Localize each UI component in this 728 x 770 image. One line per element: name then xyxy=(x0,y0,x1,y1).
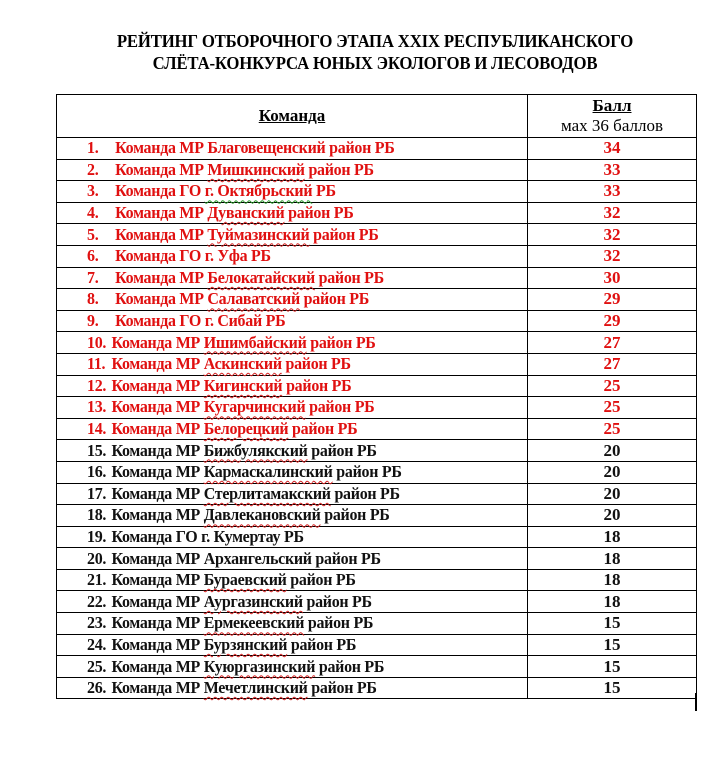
district-name: Бижбулякский xyxy=(203,440,308,460)
table-row xyxy=(57,591,697,613)
team-text xyxy=(87,635,356,655)
district-name: Мишкинский xyxy=(207,159,305,179)
table-row xyxy=(57,548,697,570)
team-prefix: Команда МР xyxy=(111,332,200,352)
team-prefix: Команда МР xyxy=(115,159,204,179)
table-row xyxy=(57,289,697,311)
team-text xyxy=(87,419,357,439)
team-cell xyxy=(57,397,528,419)
district-name: Давлекановский xyxy=(203,505,321,525)
team-text xyxy=(87,311,285,331)
score-cell: 15 xyxy=(528,613,697,635)
rank-number: 23. xyxy=(87,613,107,633)
district-name: Стерлитамакский xyxy=(203,483,331,503)
team-text xyxy=(87,505,390,525)
team-prefix: Команда МР xyxy=(111,354,200,374)
team-prefix: Команда МР xyxy=(115,224,204,244)
district-name: Кармаскалинский xyxy=(203,462,333,482)
district-name: Ермекеевский xyxy=(203,613,305,633)
rank-number: 26. xyxy=(87,678,107,698)
team-cell xyxy=(57,310,528,332)
team-prefix: Команда ГО xyxy=(115,181,202,201)
rank-number: 20. xyxy=(87,548,107,568)
district-name: Архангельский xyxy=(203,548,312,568)
table-row xyxy=(57,505,697,527)
table-row xyxy=(57,613,697,635)
team-prefix: Команда ГО xyxy=(111,526,198,546)
district-name: Мечетлинский xyxy=(203,678,308,698)
team-text xyxy=(87,570,356,590)
team-text xyxy=(87,268,384,288)
district-name: Бураевский xyxy=(203,570,287,590)
team-cell xyxy=(57,202,528,224)
score-cell: 34 xyxy=(528,138,697,160)
team-suffix: район РБ xyxy=(329,138,395,158)
team-prefix: Команда МР xyxy=(115,267,204,287)
team-cell xyxy=(57,656,528,678)
team-prefix: Команда МР xyxy=(111,678,200,698)
team-prefix: Команда МР xyxy=(111,483,200,503)
table-row xyxy=(57,245,697,267)
rank-number: 22. xyxy=(87,591,107,611)
rank-number: 8. xyxy=(87,289,99,309)
team-suffix: район РБ xyxy=(318,267,384,287)
team-text xyxy=(87,138,395,158)
team-text xyxy=(87,613,373,633)
district-name: Благовещенский xyxy=(207,138,326,158)
score-cell: 20 xyxy=(528,505,697,527)
table-row xyxy=(57,267,697,289)
rank-number: 19. xyxy=(87,526,107,546)
team-cell xyxy=(57,418,528,440)
score-cell: 27 xyxy=(528,332,697,354)
rank-number: 5. xyxy=(87,224,99,244)
team-suffix: район РБ xyxy=(334,483,400,503)
district-name: Аургазинский xyxy=(203,591,303,611)
table-row xyxy=(57,397,697,419)
team-prefix: Команда МР xyxy=(115,203,204,223)
team-suffix: район РБ xyxy=(315,548,381,568)
team-cell xyxy=(57,138,528,160)
team-text xyxy=(87,160,374,180)
score-cell: 32 xyxy=(528,202,697,224)
table-row xyxy=(57,353,697,375)
team-prefix: Команда МР xyxy=(111,656,200,676)
table-header-row xyxy=(57,95,697,138)
team-text xyxy=(87,657,384,677)
score-cell: 29 xyxy=(528,310,697,332)
team-text xyxy=(87,333,376,353)
table-row xyxy=(57,138,697,160)
table-row xyxy=(57,310,697,332)
team-cell xyxy=(57,461,528,483)
team-text xyxy=(87,592,372,612)
header-team-cell xyxy=(57,95,528,138)
rank-number: 2. xyxy=(87,159,99,179)
score-cell: 25 xyxy=(528,418,697,440)
score-cell: 18 xyxy=(528,548,697,570)
table-row xyxy=(57,332,697,354)
team-cell xyxy=(57,483,528,505)
score-cell: 20 xyxy=(528,440,697,462)
rating-table xyxy=(56,94,697,699)
table-row xyxy=(57,181,697,203)
rank-number: 21. xyxy=(87,570,107,590)
team-suffix: район РБ xyxy=(313,224,379,244)
team-cell xyxy=(57,526,528,548)
text-cursor xyxy=(695,693,697,711)
team-text xyxy=(87,246,271,266)
district-name: Туймазинский xyxy=(207,224,310,244)
team-prefix: Команда МР xyxy=(111,548,200,568)
team-suffix: РБ xyxy=(251,246,271,266)
rank-number: 14. xyxy=(87,419,107,439)
team-suffix: район РБ xyxy=(285,354,351,374)
team-text xyxy=(87,441,377,461)
table-row xyxy=(57,224,697,246)
team-suffix: район РБ xyxy=(286,375,352,395)
document-title xyxy=(26,30,724,74)
rank-number: 6. xyxy=(87,246,99,266)
score-cell: 33 xyxy=(528,181,697,203)
team-cell xyxy=(57,245,528,267)
table-row xyxy=(57,375,697,397)
team-cell xyxy=(57,569,528,591)
team-suffix: район РБ xyxy=(290,634,357,654)
team-prefix: Команда МР xyxy=(111,591,200,611)
score-cell: 29 xyxy=(528,289,697,311)
team-suffix: район РБ xyxy=(290,570,356,590)
table-row xyxy=(57,159,697,181)
score-cell: 32 xyxy=(528,224,697,246)
team-text xyxy=(87,549,381,569)
rank-number: 10. xyxy=(87,332,107,352)
table-row xyxy=(57,461,697,483)
score-cell: 20 xyxy=(528,461,697,483)
team-cell xyxy=(57,440,528,462)
score-cell: 15 xyxy=(528,677,697,699)
team-prefix: Команда МР xyxy=(111,462,200,482)
score-cell: 20 xyxy=(528,483,697,505)
team-text xyxy=(87,225,379,245)
rank-number: 11. xyxy=(87,354,106,374)
team-prefix: Команда ГО xyxy=(115,246,202,266)
team-cell xyxy=(57,289,528,311)
district-name: Бурзянский xyxy=(203,634,288,654)
rank-number: 1. xyxy=(87,138,99,158)
score-cell: 32 xyxy=(528,245,697,267)
team-suffix: район РБ xyxy=(336,462,402,482)
header-score-label: Балл xyxy=(592,96,632,115)
table-row xyxy=(57,634,697,656)
team-suffix: район РБ xyxy=(303,289,369,309)
team-prefix: Команда МР xyxy=(111,375,200,395)
team-cell xyxy=(57,267,528,289)
table-row xyxy=(57,202,697,224)
team-suffix: район РБ xyxy=(309,397,375,417)
team-text xyxy=(87,397,374,417)
score-cell: 27 xyxy=(528,353,697,375)
team-cell xyxy=(57,591,528,613)
score-cell: 18 xyxy=(528,591,697,613)
district-name: г. Уфа xyxy=(204,246,248,266)
district-name: Аскинский xyxy=(203,354,282,374)
rank-number: 17. xyxy=(87,483,107,503)
score-cell: 15 xyxy=(528,634,697,656)
team-suffix: район РБ xyxy=(311,678,377,698)
district-name: Белокатайский xyxy=(207,267,315,287)
score-cell: 30 xyxy=(528,267,697,289)
team-text xyxy=(87,462,402,482)
team-cell xyxy=(57,353,528,375)
team-text xyxy=(87,484,400,504)
team-text xyxy=(87,354,351,374)
district-name: г. Октябрьский xyxy=(204,181,313,201)
team-suffix: РБ xyxy=(265,311,286,331)
team-cell xyxy=(57,375,528,397)
district-name: Ишимбайский xyxy=(203,332,307,352)
team-prefix: Команда МР xyxy=(115,289,204,309)
title-line-1: РЕЙТИНГ ОТБОРОЧНОГО ЭТАПА XXIX РЕСПУБЛИКАНСКОГО xyxy=(116,31,634,51)
team-prefix: Команда МР xyxy=(111,613,200,633)
team-prefix: Команда МР xyxy=(111,440,200,460)
score-cell: 25 xyxy=(528,397,697,419)
table-row xyxy=(57,440,697,462)
rank-number: 18. xyxy=(87,505,107,525)
header-team-label: Команда xyxy=(258,106,326,125)
header-score-cell xyxy=(528,95,697,138)
team-suffix: район РБ xyxy=(292,419,358,439)
district-name: Кигинский xyxy=(203,375,283,395)
team-prefix: Команда МР xyxy=(111,634,200,654)
team-suffix: РБ xyxy=(315,181,336,201)
title-line-2: СЛЁТА-КОНКУРСА ЮНЫХ ЭКОЛОГОВ И ЛЕСОВОДОВ xyxy=(152,53,598,73)
team-suffix: район РБ xyxy=(324,505,390,525)
team-prefix: Команда МР xyxy=(111,397,200,417)
team-suffix: район РБ xyxy=(288,203,354,223)
team-suffix: район РБ xyxy=(307,613,374,633)
team-text xyxy=(87,289,369,309)
district-name: г. Кумертау xyxy=(201,526,281,546)
district-name: Кугарчинский xyxy=(203,397,306,417)
team-suffix: РБ xyxy=(283,526,304,546)
team-cell xyxy=(57,634,528,656)
team-text xyxy=(87,181,336,201)
team-cell xyxy=(57,224,528,246)
score-cell: 15 xyxy=(528,656,697,678)
team-cell xyxy=(57,505,528,527)
team-cell xyxy=(57,548,528,570)
rank-number: 15. xyxy=(87,440,107,460)
team-cell xyxy=(57,677,528,699)
team-cell xyxy=(57,181,528,203)
table-row xyxy=(57,418,697,440)
team-text xyxy=(87,376,351,396)
rank-number: 4. xyxy=(87,203,99,223)
team-prefix: Команда МР xyxy=(115,138,204,158)
header-score-max: мах 36 баллов xyxy=(560,116,664,135)
score-cell: 25 xyxy=(528,375,697,397)
score-cell: 18 xyxy=(528,569,697,591)
team-suffix: район РБ xyxy=(311,440,377,460)
rank-number: 7. xyxy=(87,267,99,287)
team-cell xyxy=(57,159,528,181)
team-text xyxy=(87,678,377,698)
district-name: Белорецкий xyxy=(203,419,289,439)
rank-number: 25. xyxy=(87,656,107,676)
rank-number: 9. xyxy=(87,311,99,331)
team-prefix: Команда МР xyxy=(111,419,200,439)
score-cell: 18 xyxy=(528,526,697,548)
district-name: Дуванский xyxy=(207,203,285,223)
table-row xyxy=(57,569,697,591)
team-prefix: Команда МР xyxy=(111,570,200,590)
team-text xyxy=(87,203,353,223)
team-text xyxy=(87,527,304,547)
team-suffix: район РБ xyxy=(318,656,385,676)
team-cell xyxy=(57,332,528,354)
rank-number: 16. xyxy=(87,462,107,482)
team-cell xyxy=(57,613,528,635)
table-row xyxy=(57,656,697,678)
district-name: Салаватский xyxy=(207,289,300,309)
rank-number: 13. xyxy=(87,397,107,417)
table-row xyxy=(57,483,697,505)
rank-number: 12. xyxy=(87,375,107,395)
team-prefix: Команда ГО xyxy=(115,311,202,331)
district-name: г. Сибай xyxy=(204,311,262,331)
table-row xyxy=(57,677,697,699)
team-prefix: Команда МР xyxy=(111,505,200,525)
district-name: Куюргазинский xyxy=(203,656,316,676)
team-suffix: район РБ xyxy=(308,159,374,179)
table-row xyxy=(57,526,697,548)
rank-number: 24. xyxy=(87,634,107,654)
team-suffix: район РБ xyxy=(310,332,376,352)
table-body xyxy=(57,138,697,699)
score-cell: 33 xyxy=(528,159,697,181)
team-suffix: район РБ xyxy=(306,591,372,611)
rank-number: 3. xyxy=(87,181,99,201)
